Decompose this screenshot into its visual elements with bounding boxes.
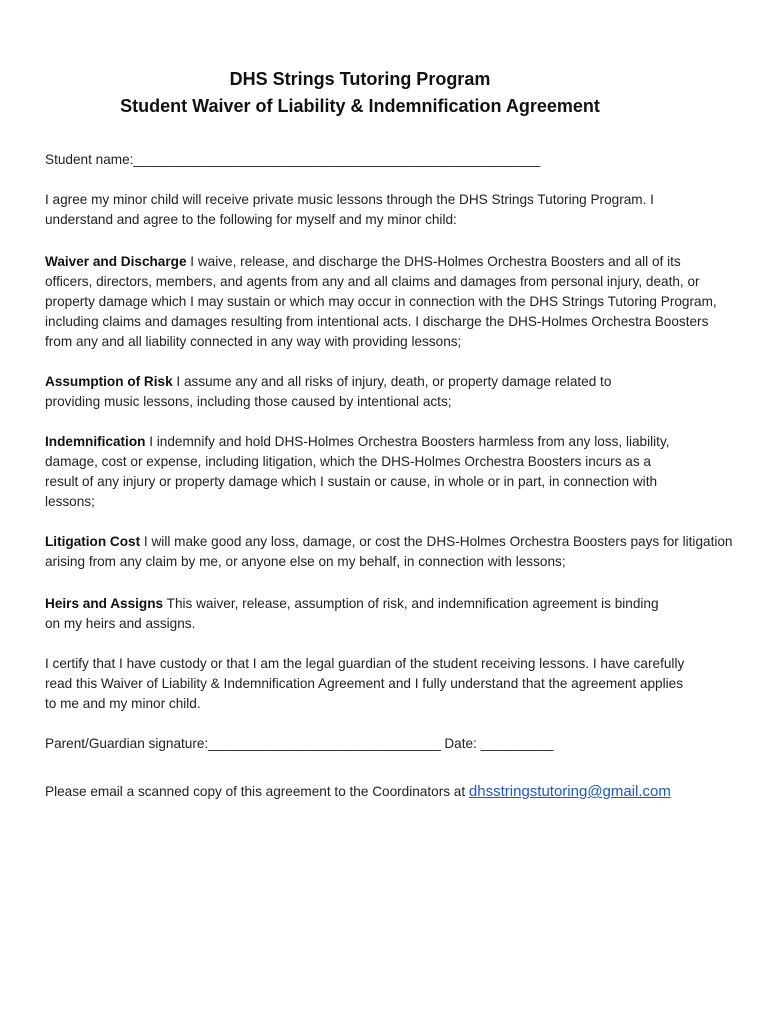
certification-paragraph: I certify that I have custody or that I am the legal guardian of the student receiving lessons. I have carefully read this Waiver of Liability & Indemnification Agreement and I fully understand that the agreement applies to me and my minor child. bbox=[45, 656, 685, 711]
email-link[interactable]: dhsstringstutoring@gmail.com bbox=[468, 783, 671, 800]
section-heading: Waiver and Discharge bbox=[45, 254, 187, 269]
signature-line bbox=[45, 734, 730, 754]
assumption-of-risk-paragraph bbox=[45, 372, 665, 412]
section-text: I assume any and all risks of injury, death, or property damage related to providing music lessons, including those caused by intentional acts; bbox=[45, 374, 612, 409]
heirs-and-assigns-paragraph bbox=[45, 594, 665, 634]
email-instruction bbox=[45, 782, 730, 802]
section-heading: Assumption of Risk bbox=[45, 374, 173, 389]
section-heading: Heirs and Assigns bbox=[45, 596, 164, 611]
section-text: I will make good any loss, damage, or cost the DHS-Holmes Orchestra Boosters pays for litigation arising from any claim by me, or anyone else on my behalf, in connection with lessons; bbox=[45, 534, 733, 569]
indemnification-paragraph bbox=[45, 432, 685, 512]
intro-paragraph: I agree my minor child will receive private music lessons through the DHS Strings Tutoring Program. I understand and agree to the following for myself and my minor child: bbox=[45, 192, 654, 227]
section-text: This waiver, release, assumption of risk, and indemnification agreement is binding on my heirs and assigns. bbox=[45, 596, 659, 631]
section-text: I waive, release, and discharge the DHS-Holmes Orchestra Boosters and all of its officers, directors, members, and agents from any and all claims and damages from personal injury, death, or property damage which I may sustain or which may occur in connection with the DHS Strings Tutoring Program, including claims and damages resulting from intentional acts. I discharge the DHS-Holmes Orchestra Boosters from any and all liability connected in any way with providing lessons; bbox=[45, 254, 717, 349]
title-line-agreement: Student Waiver of Liability & Indemnification Agreement bbox=[120, 96, 600, 116]
student-name-blank: ________________________________________________________ bbox=[133, 152, 540, 167]
title-line-program: DHS Strings Tutoring Program bbox=[229, 69, 491, 89]
section-text: I indemnify and hold DHS-Holmes Orchestra Boosters harmless from any loss, liability, damage, cost or expense, including litigation, which the DHS-Holmes Orchestra Boosters incurs as a result of any injury or property damage which I sustain or cause, in whole or in part, in connection with lessons; bbox=[45, 434, 670, 509]
litigation-cost-paragraph bbox=[45, 532, 735, 572]
email-instruction-text: Please email a scanned copy of this agreement to the Coordinators at bbox=[45, 784, 469, 799]
section-heading: Indemnification bbox=[45, 434, 146, 449]
student-name-line bbox=[45, 150, 730, 170]
signature-blank: ________________________________ bbox=[208, 736, 441, 751]
date-label: Date: bbox=[440, 736, 481, 751]
date-blank: __________ bbox=[480, 736, 554, 751]
waiver-and-discharge-paragraph bbox=[45, 252, 730, 352]
section-heading: Litigation Cost bbox=[45, 534, 141, 549]
student-name-label: Student name: bbox=[45, 152, 134, 167]
signature-label: Parent/Guardian signature: bbox=[45, 736, 209, 751]
document-title bbox=[0, 66, 720, 120]
